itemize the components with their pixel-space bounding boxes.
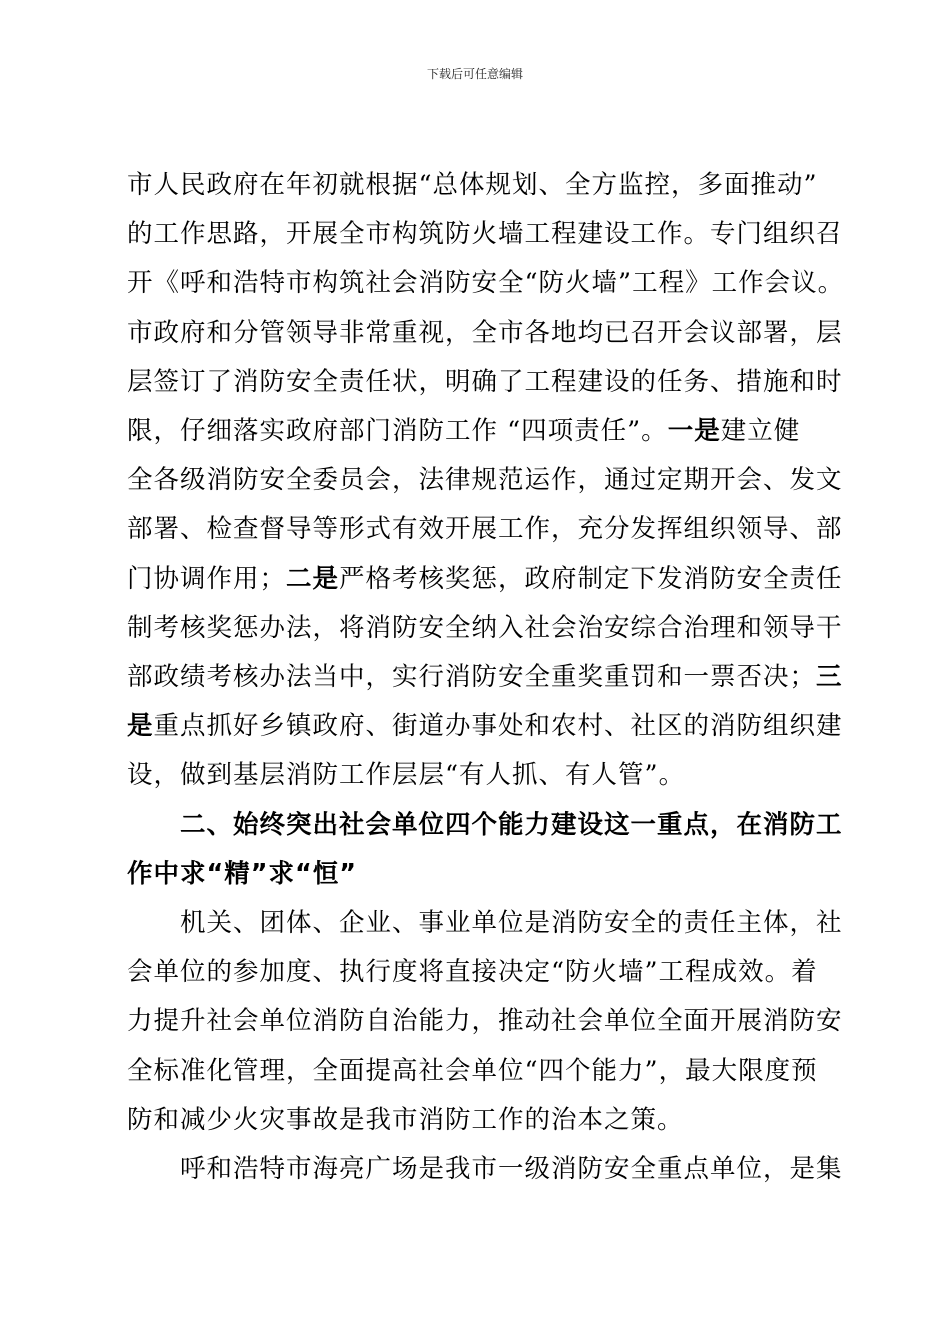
- text-line: 开《呼和浩特市构筑社会消防安全“防火墙”工程》工作会议。: [127, 268, 845, 299]
- text-line: 力提升社会单位消防自治能力，推动社会单位全面开展消防安: [127, 1006, 843, 1037]
- paragraph-government-responsibility: [127, 161, 845, 801]
- bold-marker-first: 一是: [667, 416, 721, 447]
- paragraph-social-units: [127, 899, 843, 1145]
- text-line: [127, 407, 827, 456]
- heading-line: 二、始终突出社会单位四个能力建设这一重点，在消防工: [180, 809, 843, 840]
- bold-marker-second: 二是: [286, 563, 340, 594]
- text-line: 全各级消防安全委员会，法律规范运作，通过定期开会、发文: [127, 465, 843, 496]
- text-line: 的工作思路，开展全市构筑防火墙工程建设工作。专门组织召: [127, 219, 843, 250]
- text-line: [127, 702, 843, 751]
- text-line: 部署、检查督导等形式有效开展工作，充分发挥组织领导、部: [127, 514, 843, 545]
- bold-marker-third-start: 三: [816, 662, 843, 693]
- text-line: 市人民政府在年初就根据“总体规划、全方监控，多面推动”: [127, 170, 818, 200]
- text-line: 全标准化管理，全面提高社会单位“四个能力”，最大限度预: [127, 1055, 818, 1086]
- text-line: 市政府和分管领导非常重视，全市各地均已召开会议部署，层: [127, 317, 843, 348]
- page-header-note: 下载后可任意编辑: [426, 67, 523, 81]
- text-segment: 严格考核奖惩，政府制定下发消防安全责任: [339, 563, 843, 594]
- text-segment: 重点抓好乡镇政府、街道办事处和农村、社区的消防组织建: [153, 711, 843, 742]
- section-heading: [127, 801, 843, 899]
- bold-marker-third-end: 是: [127, 711, 154, 742]
- paragraph-hailiang-plaza: [127, 1145, 843, 1194]
- text-line: 会单位的参加度、执行度将直接决定“防火墙”工程成效。着: [127, 957, 818, 988]
- text-segment: 限，仔细落实政府部门消防工作 “四项责任”。: [127, 416, 668, 447]
- text-line: [127, 555, 843, 604]
- text-line: 设，做到基层消防工作层层“有人抓、有人管”。: [127, 760, 686, 791]
- text-segment: 部政绩考核办法当中，实行消防安全重奖重罚和一票否决；: [127, 662, 817, 693]
- text-line: 层签订了消防安全责任状，明确了工程建设的任务、措施和时: [127, 366, 843, 397]
- text-line: 机关、团体、企业、事业单位是消防安全的责任主体，社: [180, 908, 843, 939]
- text-segment: 建立健: [720, 416, 801, 447]
- text-line: 制考核奖惩办法，将消防安全纳入社会治安综合治理和领导干: [127, 612, 843, 643]
- text-line: 呼和浩特市海亮广场是我市一级消防安全重点单位，是集: [180, 1154, 843, 1185]
- heading-line: 作中求“精”求“恒”: [127, 858, 358, 889]
- document-body: [127, 161, 845, 1194]
- text-segment: 门协调作用；: [127, 563, 287, 594]
- text-line: [127, 653, 843, 702]
- text-line: 防和减少火灾事故是我市消防工作的治本之策。: [127, 1104, 684, 1135]
